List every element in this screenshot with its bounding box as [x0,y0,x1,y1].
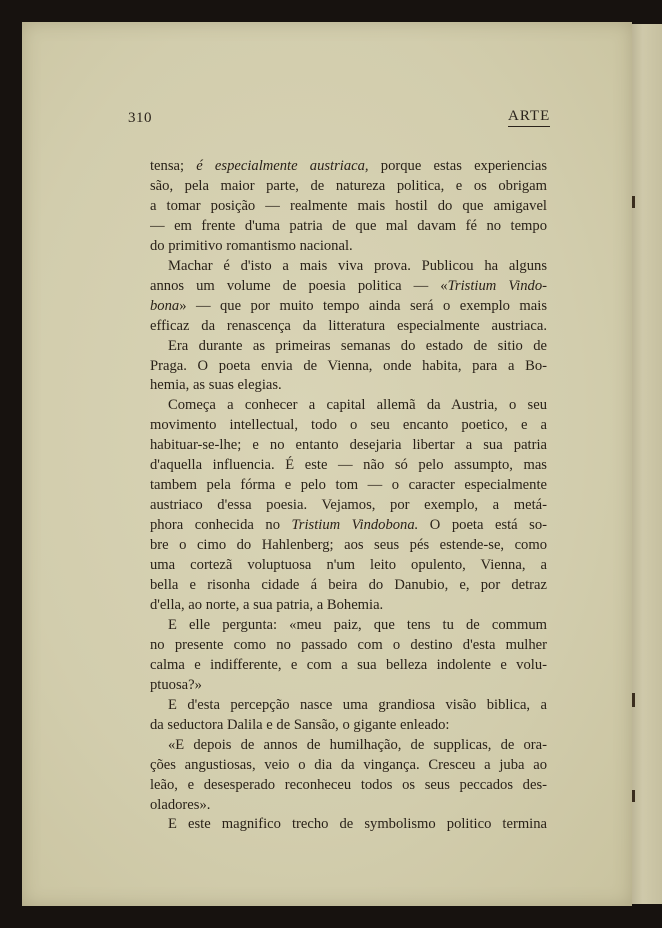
text-segment: phora conhecida no [150,517,292,534]
text-line [150,436,547,456]
text-line [150,696,547,716]
text-segment: do primitivo romantismo nacional. [150,237,353,254]
text-line [150,157,547,177]
text-segment: são, pela maior parte, de natureza politica, e os obrigam [150,177,547,194]
text-segment: oladores». [150,796,211,813]
text-segment: leão, e desesperado reconheceu todos os seus peccados des- [150,776,547,793]
italic-text: é especialmente austriaca, [196,158,369,174]
text-line [150,716,547,736]
text-line [150,476,547,496]
text-line [150,337,547,357]
text-line [150,376,547,396]
text-segment: ções angustiosas, veio o dia da vingança. Cresceu a juba ao [150,756,547,773]
text-segment: porque estas experiencias [368,158,547,174]
text-line [150,636,547,656]
text-segment: E elle pergunta: «meu paiz, que tens tu de commum [168,616,547,633]
adjacent-page-edge [630,24,662,904]
text-line [150,516,547,536]
text-segment: movimento intellectual, todo o seu encanto poetico, e a [150,417,547,434]
italic-text: bona [150,297,180,314]
text-segment: bella e risonha cidade á beira do Danubio, e, por detraz [150,577,547,594]
text-line [150,456,547,476]
text-segment: habituar-se-lhe; e no entanto desejaria libertar a sua patria [150,437,547,454]
text-line [150,357,547,377]
body-text [150,157,547,835]
text-line [150,536,547,556]
text-line [150,796,547,816]
text-segment: efficaz da renascença da litteratura especialmente austriaca. [150,317,547,334]
text-line [150,197,547,217]
page-number: 310 [128,110,152,126]
text-segment: E d'esta percepção nasce uma grandiosa visão biblica, a [168,696,547,713]
text-segment: «E depois de annos de humilhação, de supplicas, de ora- [168,736,547,753]
text-segment: bre o cimo do Hahlenberg; aos seus pés estende-se, como [150,537,547,554]
text-segment: ptuosa?» [150,676,202,693]
binding-mark [632,693,635,707]
text-line [150,656,547,676]
text-segment: E este magnifico trecho de symbolismo politico termina [168,816,547,833]
text-segment: tambem pela fórma e pelo tom — o caracter especialmente [150,477,547,494]
text-line [150,317,547,337]
text-line [150,616,547,636]
text-line [150,736,547,756]
text-line [150,297,547,317]
text-segment: no presente como no passado com o destino d'esta mulher [150,636,547,653]
text-segment: Começa a conhecer a capital allemã da Austria, o seu [168,397,547,414]
text-line [150,277,547,297]
text-line [150,396,547,416]
text-segment: uma cortezã voluptuosa n'um leito opulento, Vienna, a [150,557,547,574]
text-segment: O poeta está so- [418,517,547,534]
text-segment: tensa; [150,158,197,174]
text-segment: calma e indifferente, e com a sua belleza indolente e volu- [150,656,547,673]
italic-text: Tristium Vindobona. [291,517,419,534]
text-line [150,416,547,436]
text-line [150,756,547,776]
text-segment: da seductora Dalila e de Sansão, o gigante enleado: [150,716,450,733]
running-head: ARTE [508,108,550,127]
text-segment: Machar é d'isto a mais viva prova. Publicou ha alguns [168,257,547,274]
text-segment: hemia, as suas elegias. [150,377,282,394]
text-line [150,257,547,277]
italic-text: Tristium Vindo- [447,277,547,294]
text-line [150,556,547,576]
text-line [150,815,547,835]
text-segment: — em frente d'uma patria de que mal davam fé no tempo [150,217,547,234]
text-line [150,676,547,696]
text-segment: d'ella, ao norte, a sua patria, a Bohemia. [150,596,384,613]
text-segment: Era durante as primeiras semanas do estado de sitio de [168,337,547,354]
text-line [150,496,547,516]
text-line [150,237,547,257]
text-segment: » — que por muito tempo ainda será o exemplo mais [179,297,547,314]
text-line [150,177,547,197]
text-segment: d'aquella influencia. É este — não só pelo assumpto, mas [150,457,547,474]
binding-mark [632,196,635,208]
text-segment: austriaco d'essa poesia. Vejamos, por exemplo, a metá- [150,497,547,514]
text-line [150,596,547,616]
text-segment: Praga. O poeta envia de Vienna, onde habita, para a Bo- [150,357,547,374]
text-line [150,576,547,596]
text-line [150,217,547,237]
text-segment: annos um volume de poesia politica — « [150,277,448,294]
text-line [150,776,547,796]
binding-mark [632,790,635,802]
text-segment: a tomar posição — realmente mais hostil do que amigavel [150,197,547,214]
